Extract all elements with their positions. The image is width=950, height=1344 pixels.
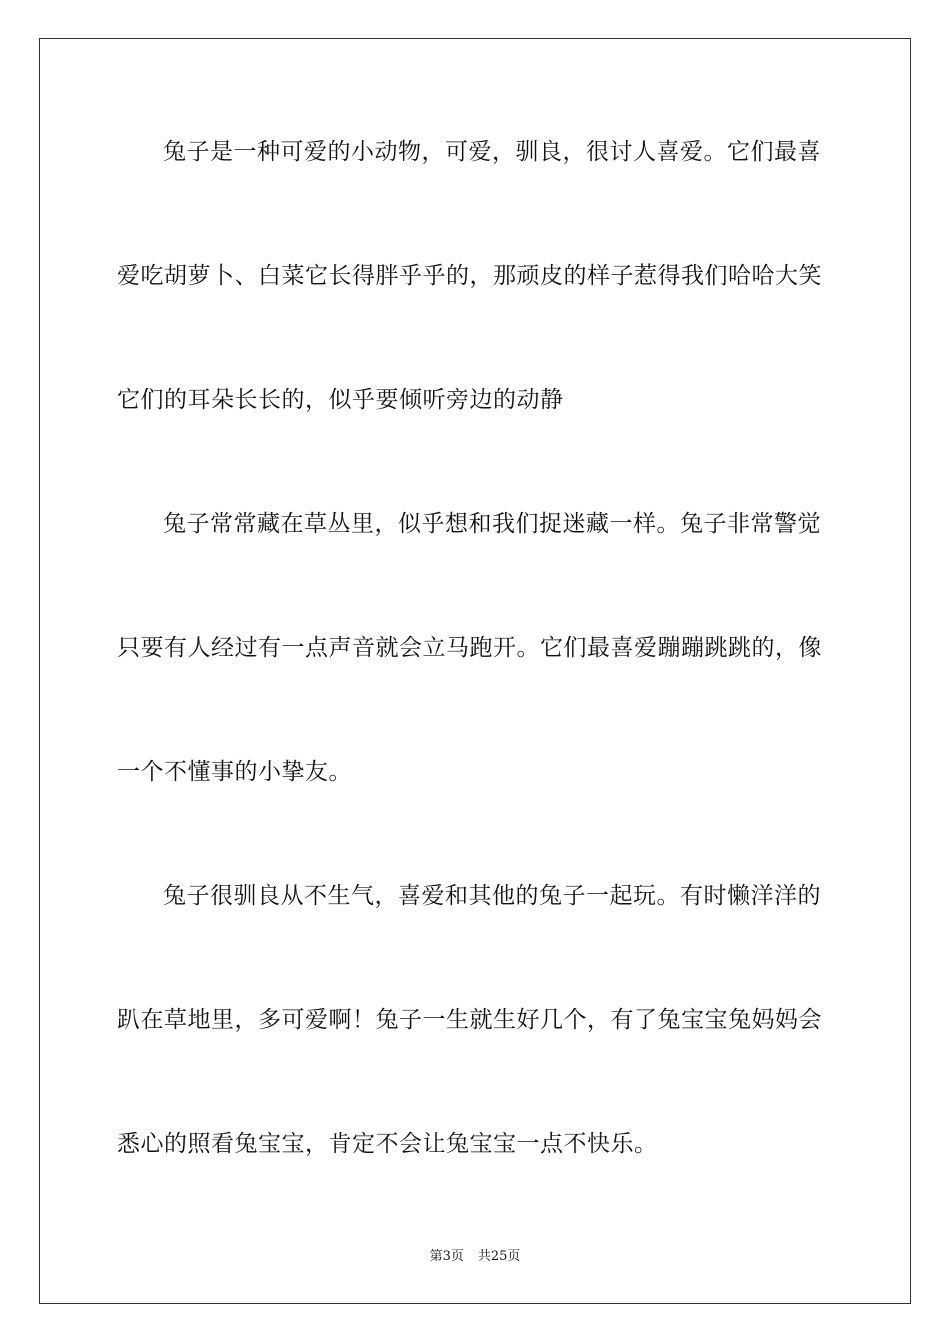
page-border (39, 38, 911, 1304)
paragraph-1-line-2: 爱吃胡萝卜、白菜它长得胖乎乎的，那顽皮的样子惹得我们哈哈大笑 (117, 263, 822, 289)
paragraph-3-line-3: 悉心的照看兔宝宝，肯定不会让兔宝宝一点不快乐。 (117, 1131, 658, 1157)
page-number-current: 第3页 (429, 1249, 464, 1264)
paragraph-2-line-2: 只要有人经过有一点声音就会立马跑开。它们最喜爱蹦蹦跳跳的，像 (117, 635, 822, 661)
paragraph-3-line-1: 兔子很驯良从不生气，喜爱和其他的兔子一起玩。有时懒洋洋的 (163, 883, 821, 909)
page-number-total: 共25页 (477, 1249, 521, 1264)
paragraph-3-line-2: 趴在草地里，多可爱啊！兔子一生就生好几个，有了兔宝宝兔妈妈会 (117, 1007, 822, 1033)
page-footer (0, 1248, 950, 1266)
paragraph-2-line-1: 兔子常常藏在草丛里，似乎想和我们捉迷藏一样。兔子非常警觉 (163, 511, 821, 537)
paragraph-1-line-1: 兔子是一种可爱的小动物，可爱，驯良，很讨人喜爱。它们最喜 (163, 139, 821, 165)
paragraph-2-line-3: 一个不懂事的小挚友。 (117, 759, 352, 785)
paragraph-1-line-3: 它们的耳朵长长的，似乎要倾听旁边的动静 (117, 387, 564, 413)
